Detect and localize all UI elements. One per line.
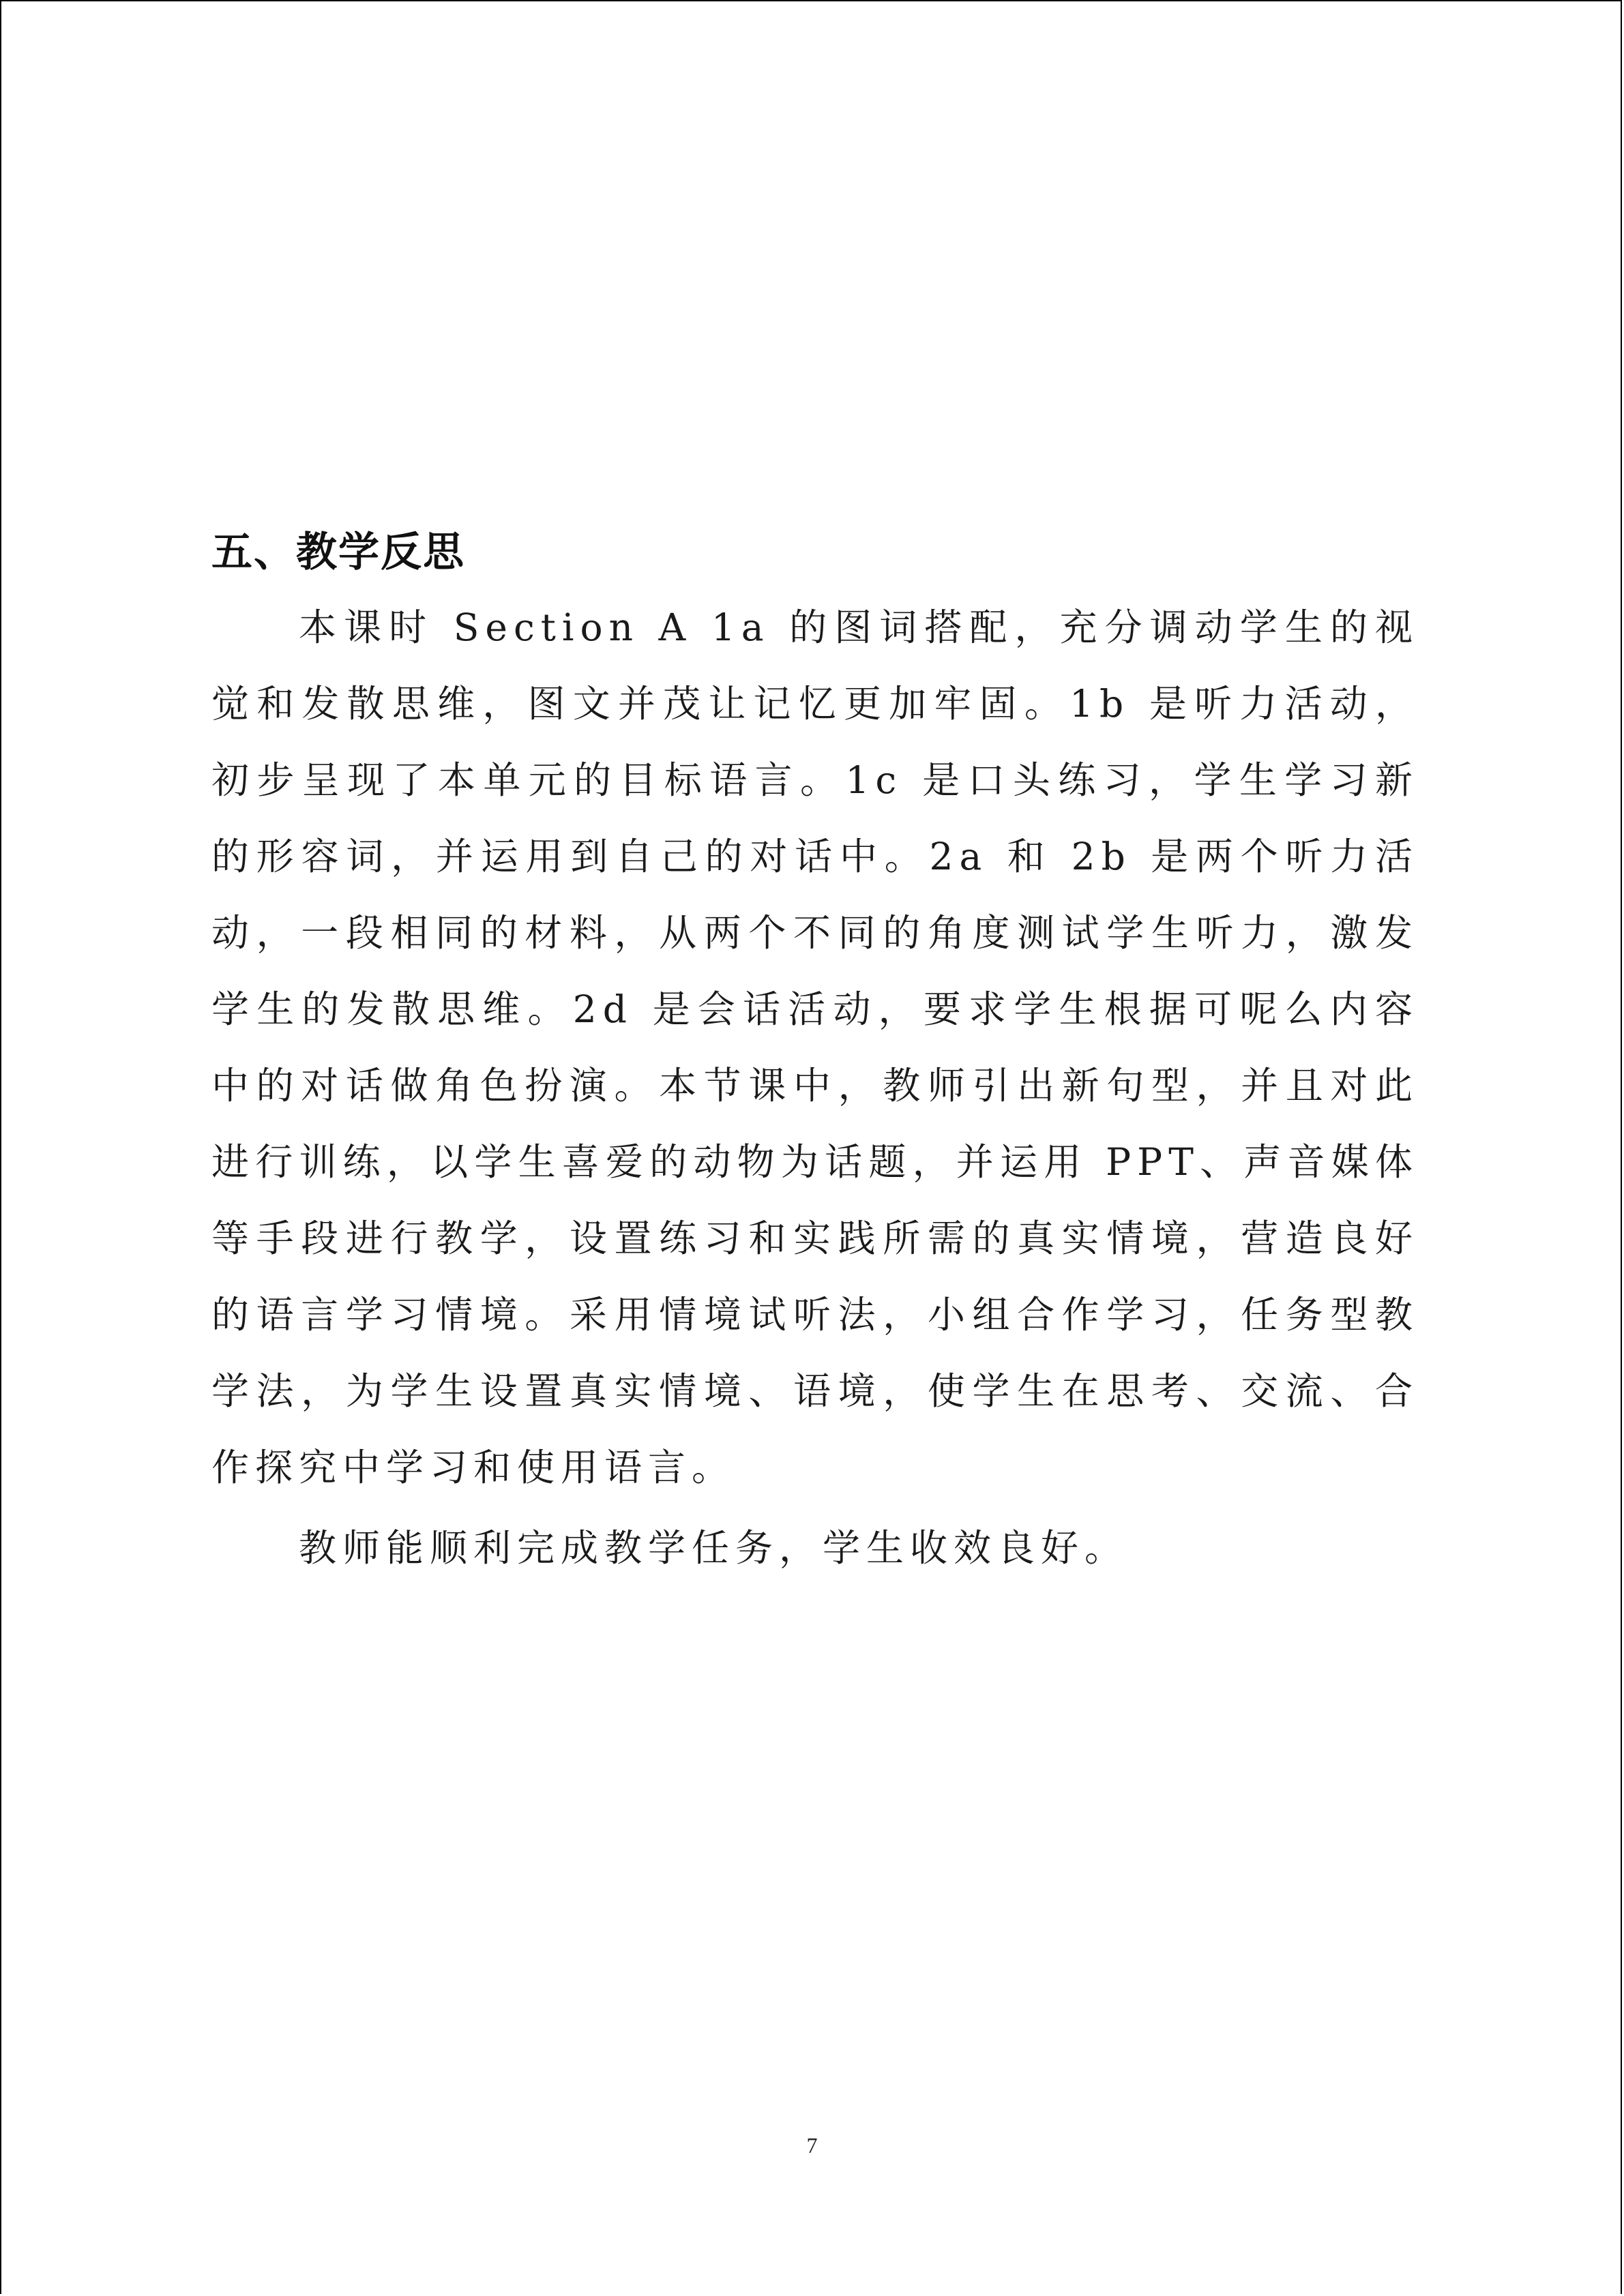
- page-content: [211, 518, 1419, 1586]
- conclusion-paragraph: 教师能顺利完成教学任务，学生收效良好。: [299, 1526, 1129, 1570]
- page-number: 7: [806, 2133, 818, 2158]
- reflection-paragraph: 本课时 Section A 1a 的图词搭配，充分调动学生的视觉和发散思维，图文并茂让记忆更加牢固。1b 是听力活动，初步呈现了本单元的目标语言。1c 是口头练习，学生学习新的形容词，并运用到自己的对话中。2a 和 2b 是两个听力活动，一段相同的材料，从两个不同的角度测试学生听力，激发学生的发散思维。2d 是会话活动，要求学生根据可呢么内容中的对话做角色扮演。本节课中，教师引出新句型，并且对此进行训练，以学生喜爱的动物为话题，并运用 PPT、声音媒体等手段进行教学，设置练习和实践所需的真实情境，营造良好的语言学习情境。采用情境试听法，小组合作学习，任务型教学法，为学生设置真实情境、语境，使学生在思考、交流、合作探究中学习和使用语言。: [211, 606, 1419, 1489]
- section-heading: 五、教学反思: [211, 528, 465, 576]
